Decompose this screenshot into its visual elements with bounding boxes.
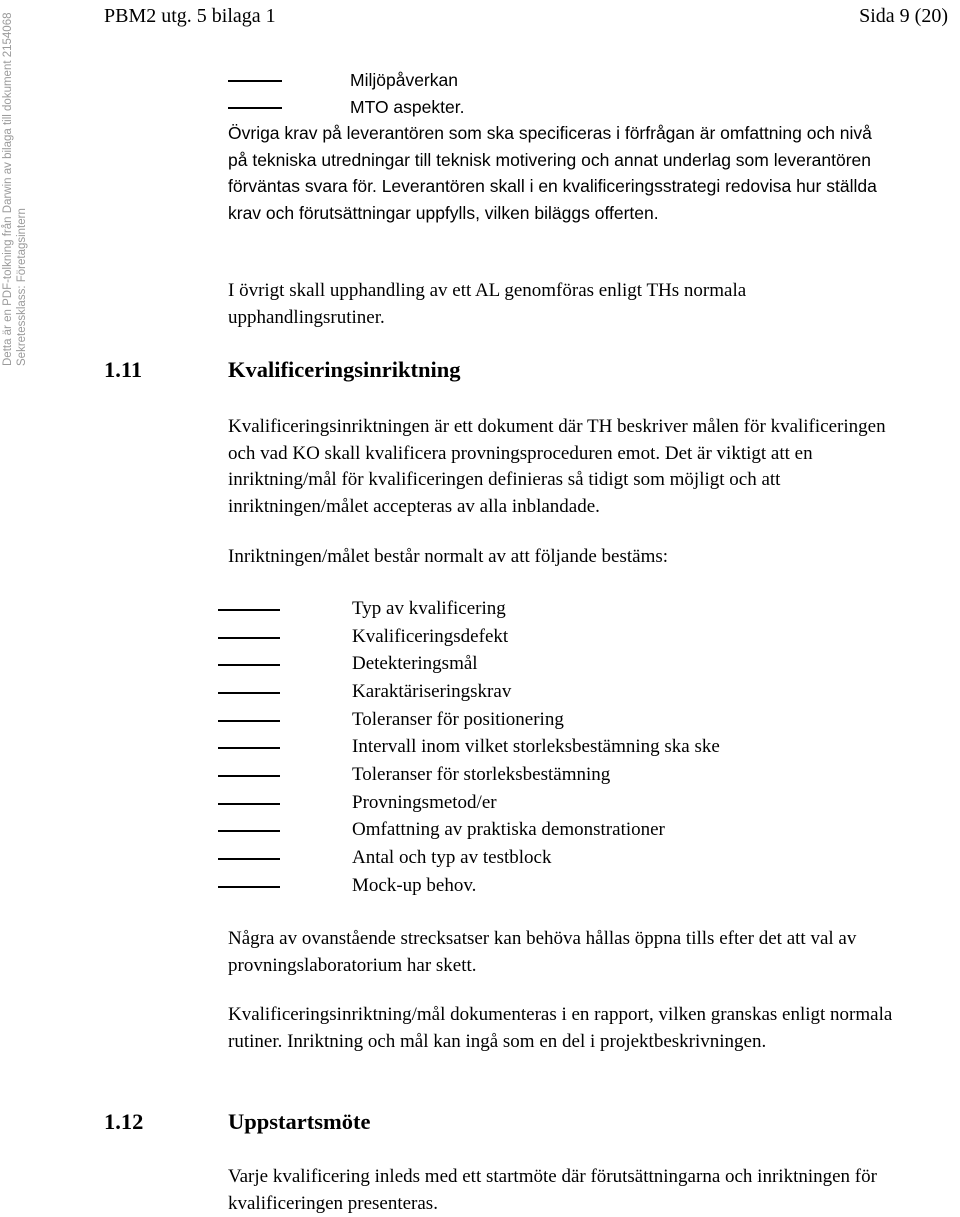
list-item-text: Omfattning av praktiska demonstrationer	[352, 819, 665, 840]
list-item	[228, 707, 828, 735]
header-page-number: Sida 9 (20)	[859, 5, 948, 27]
section-1-12-paragraph-1	[228, 1164, 878, 1217]
dash-bullet	[218, 692, 280, 694]
paragraph-procurement	[228, 278, 868, 331]
dash-bullet	[218, 830, 280, 832]
list-item-text: Toleranser för positionering	[352, 709, 564, 730]
list-item	[228, 873, 828, 901]
dash-bullet	[218, 637, 280, 639]
header-document-title: PBM2 utg. 5 bilaga 1	[104, 5, 276, 27]
dash-bullet	[218, 664, 280, 666]
list-item-text: Detekteringsmål	[352, 653, 478, 674]
section-1-11-paragraph-1	[228, 414, 888, 520]
dash-bullet	[218, 720, 280, 722]
list-item	[228, 845, 828, 873]
dash-bullet	[218, 803, 280, 805]
intro-paragraph-part-2: Leverantören skall i en kvalificeringsstrategi redovisa hur ställda krav och förutsättningar uppfylls, vilken biläggs offerten.	[228, 176, 877, 223]
dash-bullet	[218, 609, 280, 611]
list-item-text: Karaktäriseringskrav	[352, 681, 512, 702]
paragraph-text: I övrigt skall upphandling av ett AL genomföras enligt THs normala upphandlingsrutiner.	[228, 280, 747, 328]
list-item	[228, 624, 828, 652]
dash-bullet	[228, 80, 282, 82]
list-item-text: Provningsmetod/er	[352, 792, 497, 813]
section-title: Kvalificeringsinriktning	[228, 357, 461, 382]
paragraph-text: Kvalificeringsinriktningen är ett dokument där TH beskriver målen för kvalificeringen och vad KO skall kvalificera provningsproceduren emot. Det är viktigt att en inriktning/mål för kvalificeringen definieras så tidigt som möjligt och att inriktningen/målet accepteras av alla inblandade.	[228, 416, 886, 517]
list-item-text: Intervall inom vilket storleksbestämning ska ske	[352, 736, 720, 757]
paragraph-text: Inriktningen/målet består normalt av att följande bestäms:	[228, 546, 669, 567]
list-item-text: Typ av kvalificering	[352, 598, 506, 619]
section-1-11-paragraph-2	[228, 544, 928, 571]
paragraph-text: Några av ovanstående strecksatser kan behöva hållas öppna tills efter det att val av provningslaboratorium har skett.	[228, 928, 857, 976]
dash-bullet	[228, 107, 282, 109]
dash-bullet	[218, 775, 280, 777]
list-item	[228, 790, 828, 818]
dash-bullet	[218, 747, 280, 749]
dash-bullet	[218, 886, 280, 888]
section-number: 1.11	[104, 357, 143, 382]
list-item-text: MTO aspekter.	[350, 97, 465, 117]
list-item	[228, 679, 828, 707]
section-1-11-paragraph-4	[228, 1002, 898, 1055]
watermark-line-2: Sekretessklass: Företagsintern	[16, 208, 28, 366]
dash-bullet	[218, 858, 280, 860]
intro-paragraph-part-1: Övriga krav på leverantören som ska specificeras i förfrågan är omfattning och nivå på tekniska utredningar till teknisk motivering och annat underlag som leverantören förväntas svara för.	[228, 123, 872, 196]
list-item-text: Toleranser för storleksbestämning	[352, 764, 611, 785]
list-item	[228, 762, 828, 790]
paragraph-text: Kvalificeringsinriktning/mål dokumenteras i en rapport, vilken granskas enligt normala rutiner. Inriktning och mål kan ingå som en del i projektbeskrivningen.	[228, 1004, 893, 1052]
list-item-text: Miljöpåverkan	[350, 70, 458, 90]
list-item	[228, 596, 828, 624]
paragraph-text: Varje kvalificering inleds med ett startmöte där förutsättningarna och inriktningen för kvalificeringen presenteras.	[228, 1166, 877, 1214]
list-item-text: Antal och typ av testblock	[352, 847, 552, 868]
intro-paragraph	[228, 120, 893, 226]
list-item-text: Mock-up behov.	[352, 875, 477, 896]
watermark-line-1: Detta är en PDF-tolkning från Darwin av bilaga till dokument 2154068	[2, 12, 14, 366]
list-item	[228, 651, 828, 679]
list-item	[228, 734, 828, 762]
section-1-11-paragraph-3	[228, 926, 898, 979]
section-title: Uppstartsmöte	[228, 1109, 371, 1134]
list-item-text: Kvalificeringsdefekt	[352, 626, 509, 647]
sidebar-watermark	[0, 10, 30, 366]
section-number: 1.12	[104, 1109, 144, 1134]
list-item	[228, 817, 828, 845]
